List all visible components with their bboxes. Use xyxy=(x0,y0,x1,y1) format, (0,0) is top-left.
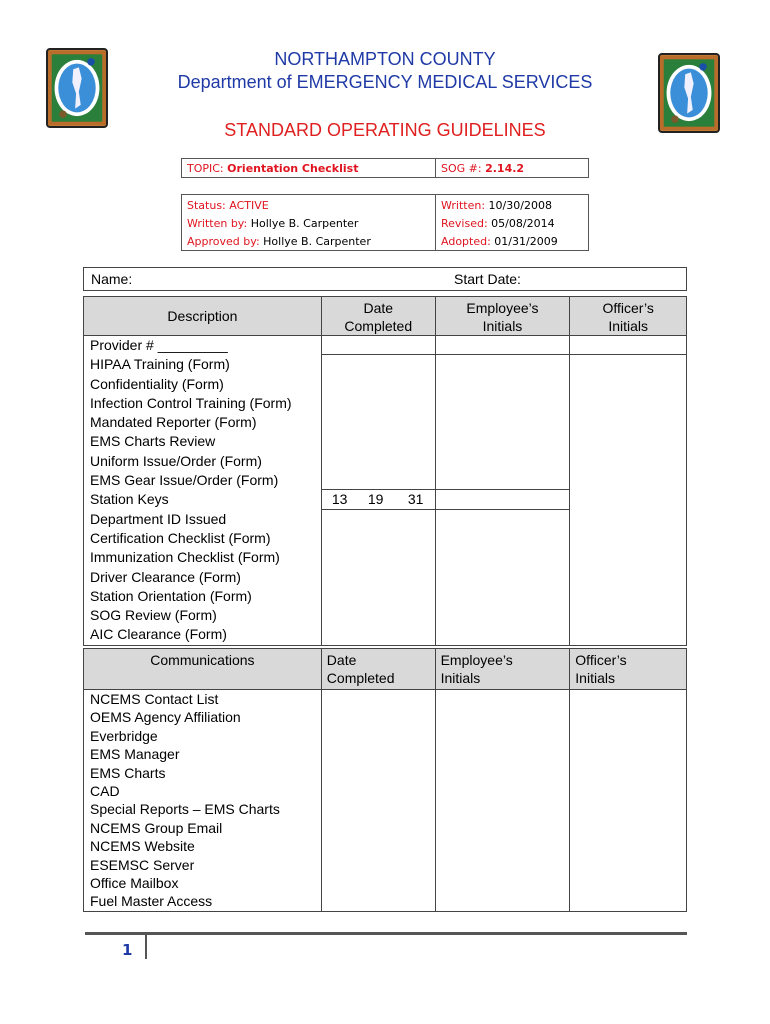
list-item: Office Mailbox xyxy=(90,874,179,891)
employee-initials-header xyxy=(435,297,570,336)
list-item: Immunization Checklist (Form) xyxy=(90,549,280,566)
date-completed-header xyxy=(321,297,435,336)
list-item: SOG Review (Form) xyxy=(90,607,217,624)
adopted-date-label: Adopted: xyxy=(441,235,491,248)
list-item: Mandated Reporter (Form) xyxy=(90,414,257,431)
list-item: ESEMSC Server xyxy=(90,856,195,873)
list-item: Fuel Master Access xyxy=(90,893,213,910)
officer-initials-header xyxy=(570,297,687,336)
list-item: Provider # _________ xyxy=(90,337,228,353)
employee-header-line2: Initials xyxy=(440,670,481,686)
written-date-value: 10/30/2008 xyxy=(488,199,552,212)
status-value: ACTIVE xyxy=(229,199,269,212)
list-item: Infection Control Training (Form) xyxy=(90,394,292,411)
communications-header: Communications xyxy=(84,649,322,690)
list-item: EMS Manager xyxy=(90,746,180,763)
list-item: Confidentiality (Form) xyxy=(90,375,224,392)
date-header-line1: Date xyxy=(326,652,357,668)
county-title: NORTHAMPTON COUNTY xyxy=(274,49,496,69)
date-completed-header xyxy=(321,649,435,690)
approved-by-value: Hollye B. Carpenter xyxy=(263,235,371,248)
written-by-value: Hollye B. Carpenter xyxy=(250,217,359,230)
topic-label: TOPIC: xyxy=(187,162,224,175)
list-item: NCEMS Website xyxy=(90,838,195,855)
approved-by-label: Approved by: xyxy=(187,235,260,248)
sog-number-label: SOG #: xyxy=(441,162,482,175)
station-number: 31 xyxy=(407,491,424,508)
orientation-table xyxy=(83,296,687,646)
status-label: Status: xyxy=(187,199,226,212)
employee-initials-cell[interactable] xyxy=(435,690,570,912)
sog-title: STANDARD OPERATING GUIDELINES xyxy=(224,120,546,140)
list-item: CAD xyxy=(90,782,120,799)
description-header: Description xyxy=(84,297,322,336)
officer-header-line1: Officer’s xyxy=(602,300,654,316)
start-date-label: Start Date: xyxy=(454,271,521,287)
officer-header-line2: Initials xyxy=(608,318,648,334)
name-row xyxy=(83,267,687,291)
officer-header-line2: Initials xyxy=(575,670,615,686)
sog-number-value: 2.14.2 xyxy=(485,162,525,175)
list-item: EMS Gear Issue/Order (Form) xyxy=(90,472,279,489)
station-keys-numbers xyxy=(322,490,435,509)
department-title: Department of EMERGENCY MEDICAL SERVICES xyxy=(177,72,593,92)
list-item: AIC Clearance (Form) xyxy=(90,626,227,643)
list-item: Station Orientation (Form) xyxy=(90,587,252,604)
list-item: NCEMS Group Email xyxy=(90,819,223,836)
employee-initials-cell[interactable] xyxy=(435,336,570,646)
footer-divider xyxy=(85,932,687,935)
list-item: OEMS Agency Affiliation xyxy=(90,709,241,726)
employee-initials-header xyxy=(435,649,570,690)
list-item: Driver Clearance (Form) xyxy=(90,568,241,585)
date-completed-cell[interactable] xyxy=(321,336,435,646)
status-box xyxy=(181,194,589,251)
written-by-label: Written by: xyxy=(187,217,248,230)
officer-initials-header xyxy=(570,649,687,690)
description-list xyxy=(84,336,322,646)
list-item: Certification Checklist (Form) xyxy=(90,529,271,546)
topic-box xyxy=(181,158,589,178)
date-completed-cell[interactable] xyxy=(321,690,435,912)
date-header-line2: Completed xyxy=(326,670,395,686)
page-number-bar xyxy=(145,935,147,959)
officer-header-line1: Officer’s xyxy=(575,652,627,668)
officer-initials-cell[interactable] xyxy=(570,336,687,646)
communications-list xyxy=(84,690,322,912)
list-item: EMS Charts xyxy=(90,764,166,781)
list-item: Special Reports – EMS Charts xyxy=(90,801,280,818)
communications-table xyxy=(83,648,687,912)
date-header-line1: Date xyxy=(363,300,394,316)
adopted-date-value: 01/31/2009 xyxy=(494,235,558,248)
list-item: NCEMS Contact List xyxy=(90,691,219,707)
written-date-label: Written: xyxy=(441,199,486,212)
topic-value: Orientation Checklist xyxy=(227,162,359,175)
list-item: Station Keys xyxy=(90,491,169,508)
employee-header-line2: Initials xyxy=(482,318,523,334)
employee-header-line1: Employee’s xyxy=(466,300,539,316)
revised-date-label: Revised: xyxy=(441,217,488,230)
list-item: Uniform Issue/Order (Form) xyxy=(90,452,262,469)
employee-header-line1: Employee’s xyxy=(440,652,513,668)
list-item: Department ID Issued xyxy=(90,510,227,527)
revised-date-value: 05/08/2014 xyxy=(491,217,555,230)
name-label: Name: xyxy=(91,271,133,287)
date-header-line2: Completed xyxy=(344,318,413,334)
officer-initials-cell[interactable] xyxy=(570,690,687,912)
list-item: Everbridge xyxy=(90,727,158,744)
station-number: 19 xyxy=(367,491,384,508)
list-item: HIPAA Training (Form) xyxy=(90,356,230,373)
list-item: EMS Charts Review xyxy=(90,433,216,450)
station-number: 13 xyxy=(331,491,348,508)
page-number: 1 xyxy=(122,941,133,959)
